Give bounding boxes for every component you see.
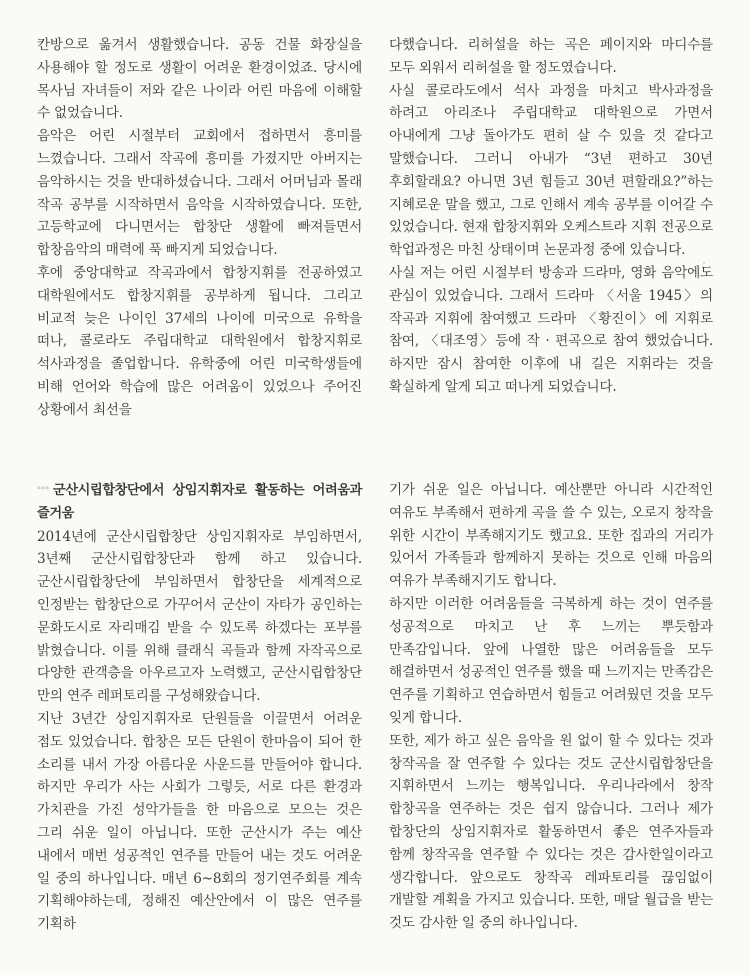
paragraph: 하지만 이러한 어려움들을 극복하게 하는 것이 연주를 성공적으로 마치고 난 후 느끼는 뿌듯함과 만족감입니다. 앞에 나열한 많은 어려움들을 모두 해결하면서 성공적인 연주를 했을 때 느끼지는 만족감은 연주를 기획하고 연습하면서 힘들고 어려웠던 것을 모두 잊게 합니다. <box>389 595 713 726</box>
paragraph: 후에 중앙대학교 작곡과에서 합창지휘를 전공하였고 대학원에서도 합창지휘를 공부하게 됩니다. 그리고 비교적 늦은 나이인 37세의 나이에 미국으로 유학을 떠나, 콜로라도 주립대학교 대학원에서 합창지휘로 석사과정을 졸업합니다. 유학중에 어린 미국학생들에 비해 언어와 학습에 많은 어려움이 있었으나 주어진 상황에서 최선을 <box>37 264 362 418</box>
paragraph: 사실 저는 어린 시절부터 방송과 드라마, 영화 음악에도 관심이 있었습니다. 그래서 드라마 〈서울 1945〉의 작곡과 지휘에 참여했고 드라마 〈황진이〉에 지휘로 참여, 〈대조영〉등에 작 · 편곡으로 참여 했었습니다. 하지만 잠시 참여한 이후에 내 길은 지휘라는 것을 확실하게 알게 되고 떠나게 되었습니다. <box>389 264 713 395</box>
paragraph: 음악은 어린 시절부터 교회에서 접하면서 흥미를 느꼈습니다. 그래서 작곡에 흥미를 가졌지만 아버지는 음악하시는 것을 반대하셨습니다. 그래서 어머님과 몰래 작곡 공부를 시작하면서 음악을 시작하였습니다. 또한, 고등학교에 다니면서는 합창단 생활에 빠져들면서 합창음악의 매력에 푹 빠지게 되었습니다. <box>37 128 362 259</box>
decorative-dot <box>703 262 705 264</box>
paragraph: 또한, 제가 하고 싶은 음악을 원 없이 할 수 있다는 것과 창작곡을 잘 연주할 수 있다는 것도 군산시립합창단을 지휘하면서 느끼는 행복입니다. 우리나라에서 창작 합창곡을 연주하는 것은 쉽지 않습니다. 그러나 제가 합창단의 상임지휘자로 활동하면서 좋은 연주자들과 함께 창작곡을 연주할 수 있다는 것은 감사한일이라고 생각합니다. 앞으로도 창작곡 레파토리를 끊임없이 개발할 계획을 가지고 있습니다. 또한, 매달 월급을 받는 것도 감사한 일 중의 하나입니다. <box>389 732 713 932</box>
heading-marker: *** <box>37 485 49 494</box>
paragraph: 다했습니다. 리허설을 하는 곡은 페이지와 마디수를 모두 외워서 리허설을 할 정도였습니다. <box>389 37 713 76</box>
section-heading <box>37 479 362 526</box>
top-left-column <box>37 34 362 422</box>
section-heading-text: 군산시립합창단에서 상임지휘자로 활동하는 어려움과 즐거움 <box>37 483 362 521</box>
bottom-left-column <box>37 479 362 936</box>
bottom-right-column <box>389 479 713 935</box>
top-right-column <box>389 34 713 399</box>
paragraph: 기가 쉬운 일은 아닙니다. 예산뿐만 아니라 시간적인 여유도 부족해서 편하게 곡을 쓸 수 있는, 오로지 창작을 위한 시간이 부족해지기도 했고요. 또한 집과의 거리가 있어서 가족들과 함께하지 못하는 것으로 인해 마음의 여유가 부족해지기도 합니다. <box>389 482 713 590</box>
paragraph: 2014년에 군산시립합창단 상임지휘자로 부임하면서, 3년째 군산시립합창단과 함께 하고 있습니다. 군산시립합창단에 부임하면서 합창단을 세계적으로 인정받는 합창단으로 가꾸어서 군산이 자타가 공인하는 문화도시로 자리매김 받을 수 있도록 하겠다는 포부를 밝혔습니다. 이를 위해 클래식 곡들과 함께 자작곡으로 다양한 관객층을 아우르고자 노력했고, 군산시립합창단 만의 연주 레퍼토리를 구성해왔습니다. <box>37 528 362 705</box>
paragraph: 사실 콜로라도에서 석사 과정을 마치고 박사과정을 하려고 아리조나 주립대학교 대학원으로 가면서 아내에게 그냥 돌아가도 편히 살 수 있을 것 같다고 말했습니다. 그러니 아내가 “3년 편하고 30년 후회할래요? 아니면 3년 힘들고 30년 편할래요?”하는 지혜로운 말을 했고, 그로 인해서 계속 공부를 이어갈 수 있었습니다. 현재 합창지휘와 오케스트라 지휘 전공으로 학업과정은 마친 상태이며 논문과정 중에 있습니다. <box>389 82 713 259</box>
paragraph: 지난 3년간 상임지휘자로 단원들을 이끌면서 어려운 점도 있었습니다. 합창은 모든 단원이 한마음이 되어 한 소리를 내서 가장 아름다운 사운드를 만들어야 합니다. 하지만 우리가 사는 사회가 그렇듯, 서로 다른 환경과 가치관을 가진 성악가들을 한 마음으로 모으는 것은 그리 쉬운 일이 아닙니다. 또한 군산시가 주는 예산 내에서 매번 성공적인 연주를 만들어 내는 것도 어려운 일 중의 하나입니다. 매년 6~8회의 정기연주회를 계속 기획해야하는데, 정해진 예산안에서 이 많은 연주를 기획하 <box>37 710 362 933</box>
paragraph: 칸방으로 옮겨서 생활했습니다. 공동 건물 화장실을 사용해야 할 정도로 생활이 어려운 환경이었죠. 당시에 목사님 자녀들이 저와 같은 나이라 어린 마음에 이해할 수 없었습니다. <box>37 37 362 122</box>
